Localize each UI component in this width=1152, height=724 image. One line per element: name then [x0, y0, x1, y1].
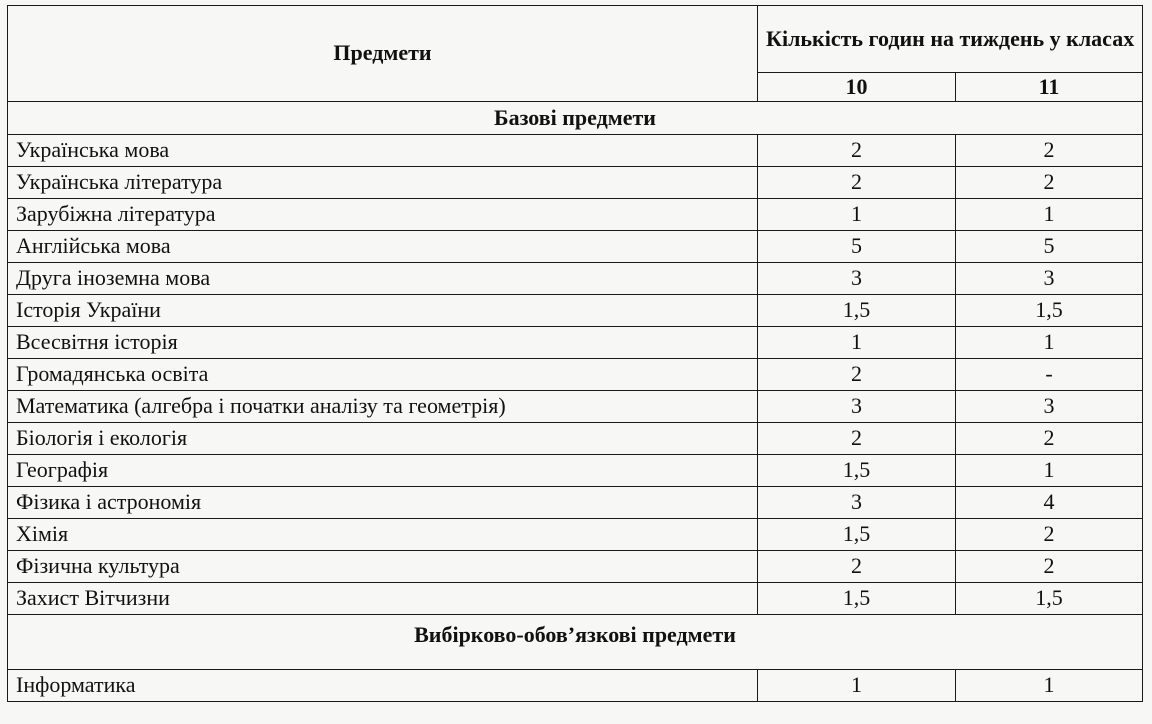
hours-grade-10: 2	[758, 167, 956, 199]
table-row	[8, 391, 1143, 423]
table-row	[8, 583, 1143, 615]
hours-grade-10: 3	[758, 487, 956, 519]
hours-grade-10: 1,5	[758, 295, 956, 327]
hours-grade-10: 1,5	[758, 519, 956, 551]
subject-name: Друга іноземна мова	[8, 263, 758, 295]
hours-grade-10: 1	[758, 199, 956, 231]
subject-name: Фізична культура	[8, 551, 758, 583]
curriculum-document	[7, 5, 1142, 702]
hours-grade-11: 1,5	[956, 583, 1143, 615]
hours-grade-11: 1	[956, 199, 1143, 231]
hours-grade-10: 1	[758, 327, 956, 359]
header-grade-11: 11	[956, 73, 1143, 102]
subject-name: Фізика і астрономія	[8, 487, 758, 519]
table-row	[8, 295, 1143, 327]
subject-name: Українська мова	[8, 135, 758, 167]
hours-grade-11: 2	[956, 135, 1143, 167]
subject-name: Хімія	[8, 519, 758, 551]
table-row	[8, 199, 1143, 231]
subject-name: Українська література	[8, 167, 758, 199]
subject-name: Громадянська освіта	[8, 359, 758, 391]
table-row	[8, 167, 1143, 199]
table-row	[8, 487, 1143, 519]
hours-grade-11: 1	[956, 327, 1143, 359]
hours-grade-10: 1	[758, 670, 956, 702]
subject-name: Біологія і екологія	[8, 423, 758, 455]
subject-name: Інформатика	[8, 670, 758, 702]
subject-name: Географія	[8, 455, 758, 487]
table-row	[8, 551, 1143, 583]
table-row	[8, 231, 1143, 263]
hours-grade-10: 2	[758, 551, 956, 583]
table-row	[8, 135, 1143, 167]
hours-grade-10: 2	[758, 423, 956, 455]
header-hours-per-week: Кількість годин на тиждень у класах	[758, 6, 1143, 73]
hours-grade-10: 5	[758, 231, 956, 263]
hours-grade-11: 2	[956, 551, 1143, 583]
subject-name: Математика (алгебра і початки аналізу та геометрія)	[8, 391, 758, 423]
table-row	[8, 263, 1143, 295]
subject-name: Історія України	[8, 295, 758, 327]
section-title-elective: Вибірково-обов’язкові предмети	[8, 615, 1143, 670]
subject-name: Зарубіжна література	[8, 199, 758, 231]
hours-grade-10: 2	[758, 359, 956, 391]
hours-grade-11: 5	[956, 231, 1143, 263]
table-row	[8, 327, 1143, 359]
hours-grade-11: 2	[956, 167, 1143, 199]
hours-grade-10: 2	[758, 135, 956, 167]
subject-name: Англійська мова	[8, 231, 758, 263]
header-grade-10: 10	[758, 73, 956, 102]
header-subjects: Предмети	[8, 6, 758, 102]
hours-grade-11: 4	[956, 487, 1143, 519]
section-title-basic: Базові предмети	[8, 102, 1143, 135]
curriculum-table	[7, 5, 1143, 702]
hours-grade-11: 3	[956, 391, 1143, 423]
hours-grade-10: 1,5	[758, 583, 956, 615]
hours-grade-10: 3	[758, 391, 956, 423]
subject-name: Всесвітня історія	[8, 327, 758, 359]
hours-grade-11: 2	[956, 423, 1143, 455]
hours-grade-11: 1,5	[956, 295, 1143, 327]
hours-grade-10: 1,5	[758, 455, 956, 487]
hours-grade-10: 3	[758, 263, 956, 295]
hours-grade-11: 1	[956, 455, 1143, 487]
hours-grade-11: 1	[956, 670, 1143, 702]
hours-grade-11: 2	[956, 519, 1143, 551]
table-row	[8, 670, 1143, 702]
table-row	[8, 519, 1143, 551]
table-row	[8, 359, 1143, 391]
subject-name: Захист Вітчизни	[8, 583, 758, 615]
table-row	[8, 423, 1143, 455]
hours-grade-11: 3	[956, 263, 1143, 295]
hours-grade-11: -	[956, 359, 1143, 391]
table-row	[8, 455, 1143, 487]
